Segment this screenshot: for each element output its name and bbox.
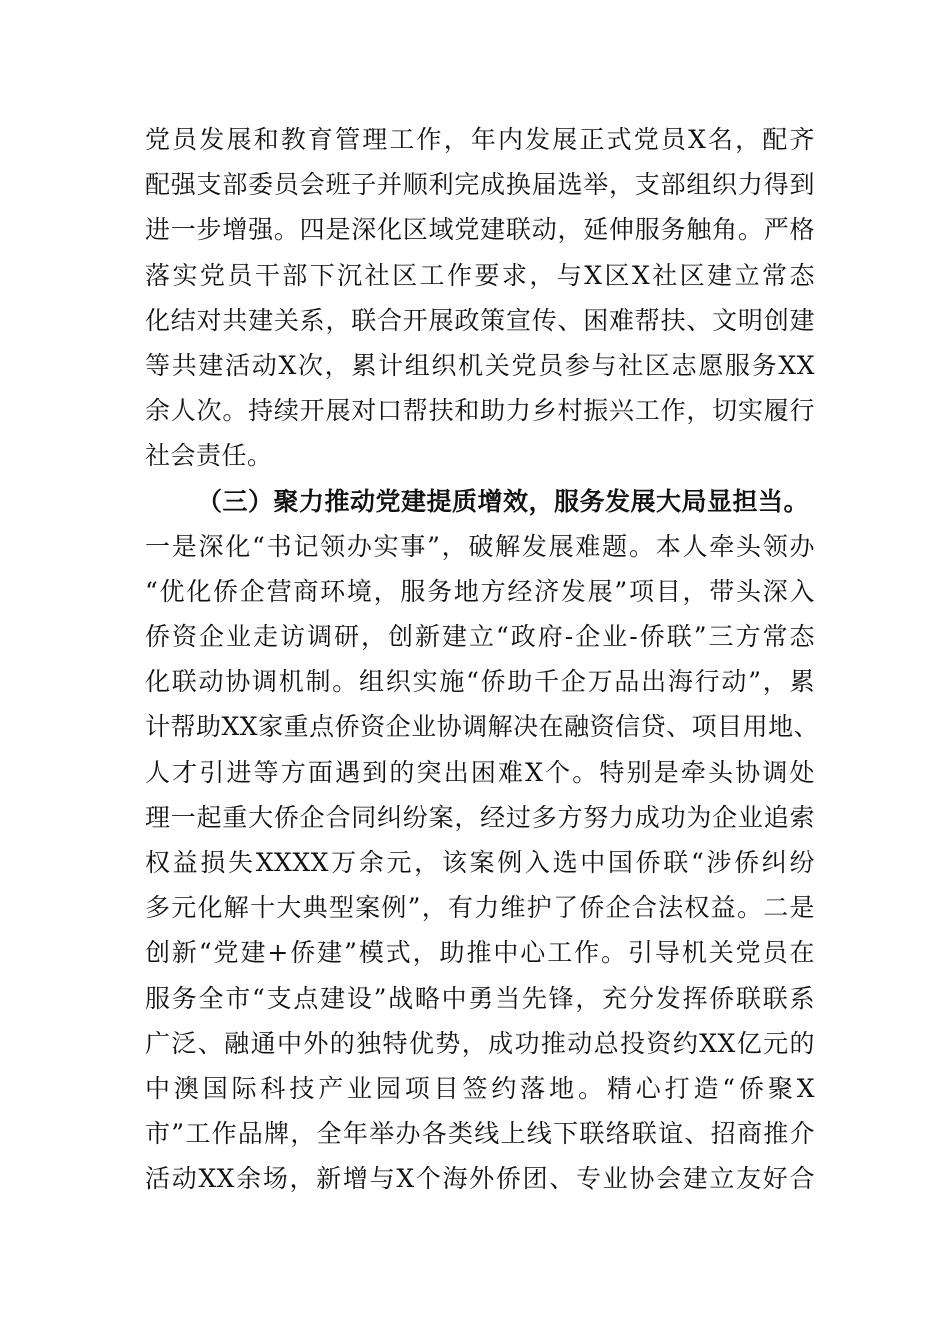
paragraph-section-three <box>145 479 820 1202</box>
text-line: 党员发展和教育管理工作，年内发展正式党员X名，配齐 <box>145 125 815 154</box>
text-line: 社会责任。 <box>145 441 273 471</box>
text-line: 广泛、融通中外的独特优势，成功推动总投资约XX亿元的 <box>145 1028 815 1058</box>
text-line: 计帮助XX家重点侨资企业协调解决在融资信贷、项目用地、 <box>145 712 820 742</box>
text-line: 侨资企业走访调研，创新建立“政府-企业-侨联”三方常态 <box>145 622 815 652</box>
text-line: 化联动协调机制。组织实施“侨助千企万品出海行动”，累 <box>145 667 815 697</box>
text-line: 余人次。持续开展对口帮扶和助力乡村振兴工作，切实履行 <box>145 396 815 426</box>
text-line: 配强支部委员会班子并顺利完成换届选举，支部组织力得到 <box>145 170 815 200</box>
text-line: 创新“党建+侨建”模式，助推中心工作。引导机关党员在 <box>145 938 815 968</box>
text-line: “优化侨企营商环境，服务地方经济发展”项目，带头深入 <box>145 576 815 606</box>
text-line: 多元化解十大典型案例”，有力维护了侨企合法权益。二是 <box>145 893 815 923</box>
text-line: 权益损失XXXX万余元，该案例入选中国侨联“涉侨纠纷 <box>145 848 815 877</box>
text-line: 市”工作品牌，全年举办各类线上线下联络联谊、招商推介 <box>145 1119 815 1149</box>
text-line: 落实党员干部下沉社区工作要求，与X区X社区建立常态 <box>145 260 815 290</box>
text-line: 等共建活动X次，累计组织机关党员参与社区志愿服务XX <box>145 350 815 380</box>
text-line: 化结对共建关系，联合开展政策宣传、困难帮扶、文明创建 <box>145 305 815 335</box>
document-body <box>145 117 820 1202</box>
text-line: 服务全市“支点建设”战略中勇当先锋，充分发挥侨联联系 <box>145 983 815 1013</box>
text-line: 理一起重大侨企合同纠纷案，经过多方努力成功为企业追索 <box>145 802 815 832</box>
text-line: 中澳国际科技产业园项目签约落地。精心打造“侨聚X <box>145 1073 815 1103</box>
paragraph-party-building-linkage <box>145 117 815 479</box>
text-line: 人才引进等方面遇到的突出困难X个。特别是牵头协调处 <box>145 757 815 787</box>
section-heading: （三）聚力推动党建提质增效，服务发展大局显担当。 <box>197 486 810 516</box>
text-line: 进一步增强。四是深化区域党建联动，延伸服务触角。严格 <box>145 215 815 245</box>
text-line: 一是深化“书记领办实事”，破解发展难题。本人牵头领办 <box>145 531 815 561</box>
text-line: 活动XX余场，新增与X个海外侨团、专业协会建立友好合 <box>145 1164 815 1194</box>
